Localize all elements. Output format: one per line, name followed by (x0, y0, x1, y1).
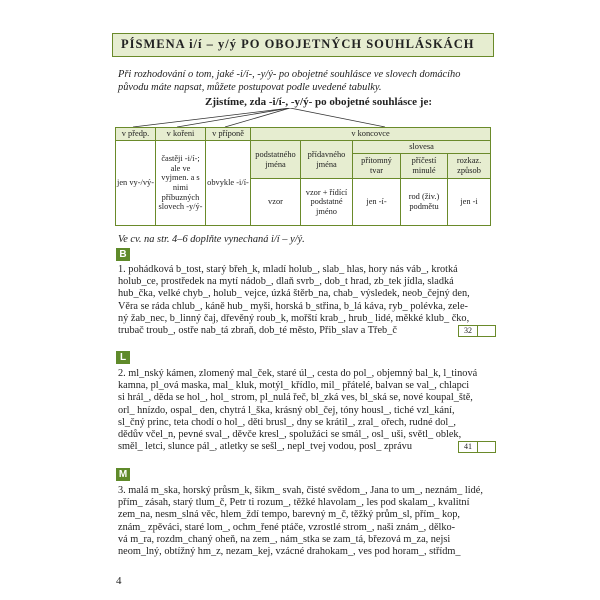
exercise-line: vá m_ra, rozdm_chaný oheň, na zem_, nám_stka se zam_tá, březová m_za, nejsi (118, 533, 451, 545)
exercise-line: si hrál_, děda se hol_, hol_ strom, pl_nulá řeč, bl_zká ves, bl_ská se, nové koupal_ště, (118, 392, 473, 404)
cell-imperative: jen -i (448, 179, 491, 226)
header-prefix: v předp. (116, 128, 156, 141)
header-ending: v koncovce (251, 128, 491, 141)
header-root: v kořeni (156, 128, 206, 141)
exercise-2 (118, 368, 490, 453)
cell-root: častěji -i/í-; ale ve vyjmen. a s nimi příbuzných slovech -y/ý- (156, 141, 206, 226)
section-letter-l: L (116, 351, 130, 364)
exercise-line: zem_na, nesm_slná věc, hlem_ždí tempo, barevný m_č, těžký prům_sl, přím_ kop, (118, 509, 460, 521)
section-title: PÍSMENA i/í – y/ý PO OBOJETNÝCH SOUHLÁSKÁCH (121, 37, 475, 51)
page-number: 4 (116, 575, 122, 587)
score-box (458, 441, 490, 453)
section-letter-m: M (116, 468, 130, 481)
section-title-box (112, 33, 494, 57)
exercise-line: kamna, pl_ová maska, mal_ kluk, motýl_ křídlo, mil_ přátelé, balvan se val_, chlapci (118, 380, 470, 392)
decision-table (115, 127, 491, 226)
score-count: 41 (459, 442, 478, 452)
exercise-line: holub_ce, prostředek na mytí nádob_, dlaň svrb_, dob_t hrad, zb_tek jídla, sladká (118, 276, 454, 288)
exercise-line: sl_čný princ, teta chodí o hol_, děti brusl_, dny se krátil_, zral_ ořech, rudné dol_, (118, 416, 456, 428)
exercise-line: 1. pohádková b_tost, starý břeh_k, mladí holub_, slab_ hlas, hory nás váb_, krotká (118, 264, 458, 275)
exercise-line: orl_ hnízdo, ospal_ den, chytrá l_ška, krásný obl_čej, tóny housl_, tiché vzl_kání, (118, 404, 455, 416)
exercise-3 (118, 485, 490, 558)
header-imperative: rozkaz. způsob (448, 154, 491, 179)
score-box (458, 325, 490, 337)
header-noun: podstatného jména (251, 141, 301, 179)
exercise-line: 3. malá m_ska, horský průsm_k, šikm_ svah, čisté svědom_, Jana to um_, neznám_ lidé, (118, 485, 483, 496)
exercise-1 (118, 264, 490, 337)
exercise-line (118, 325, 490, 337)
exercise-line: přím_ zásah, starý tlum_č, Petr ti rozum_, těžké hlavolam_, les pod skalam_, kvalitní (118, 497, 470, 509)
exercise-line (118, 441, 490, 453)
exercise-line-text: směl_ letci, slunce pál_, atletky se sešl_, nepl_tvej vodou, posl_ zprávu (118, 441, 412, 453)
exercise-line: hub_čka, velké chyb_, holub_ vejce, úzká štěrb_na, chab_ výsledek, neob_čejný den, (118, 288, 470, 300)
cell-adjective: vzor + řídící podstatné jméno (301, 179, 353, 226)
section-letter-b: B (116, 248, 130, 261)
exercise-line: neom_lný, obtížný hm_z, nezam_kej, vzácné drahokam_, ves pod horam_, střídm_ (118, 545, 461, 557)
cell-prefix: jen vy-/vý- (116, 141, 156, 226)
header-adjective: přídavného jména (301, 141, 353, 179)
score-count: 32 (459, 326, 478, 336)
header-suffix: v příponě (206, 128, 251, 141)
exercise-line-text: trubač troub_, ostře nab_tá zbraň, dob_té město, Přib_slav a Třeb_č (118, 324, 397, 336)
header-participle: příčestí minulé (401, 154, 448, 179)
cell-suffix: obvykle -i/í- (206, 141, 251, 226)
header-present: přítomný tvar (353, 154, 401, 179)
header-verbs: slovesa (353, 141, 491, 154)
exercise-line: Věra se ráda chlub_, káně hub_ myši, horská b_střina, b_lá káva, ryb_ polévka, zele- (118, 300, 468, 312)
cell-noun: vzor (251, 179, 301, 226)
exercise-instruction: Ve cv. na str. 4–6 doplňte vynechaná i/í – y/ý. (118, 234, 305, 245)
exercise-line: znám_ zpěváci, staré lom_, ochm_řené ptáče, vzrostlé strom_, naši znám_, dělko- (118, 521, 456, 533)
exercise-line: dědův včel_n, pevné sval_, děvče kresl_, spolužáci se smál_, osl_ uši, světl_ oblek, (118, 428, 462, 440)
cell-participle: rod (živ.) podmětu (401, 179, 448, 226)
table-heading: Zjistíme, zda -i/í-, -y/ý- po obojetné souhlásce je: (205, 96, 432, 108)
exercise-line: ný žab_nec, b_linný čaj, dřevěný roub_k, mořští krab_, hrub_ lidé, měkké klub_ čko, (118, 312, 470, 324)
exercise-line: 2. ml_nský kámen, zlomený mal_ček, staré úl_, cesta do pol_, objemný bal_k, l_tinová (118, 368, 478, 379)
intro-paragraph: Při rozhodování o tom, jaké -i/í-, -y/ý- po obojetné souhlásce ve slovech domácího původu máte napsat, můžete postupovat podle uvedené tabulky. (118, 69, 461, 93)
cell-present: jen -í- (353, 179, 401, 226)
